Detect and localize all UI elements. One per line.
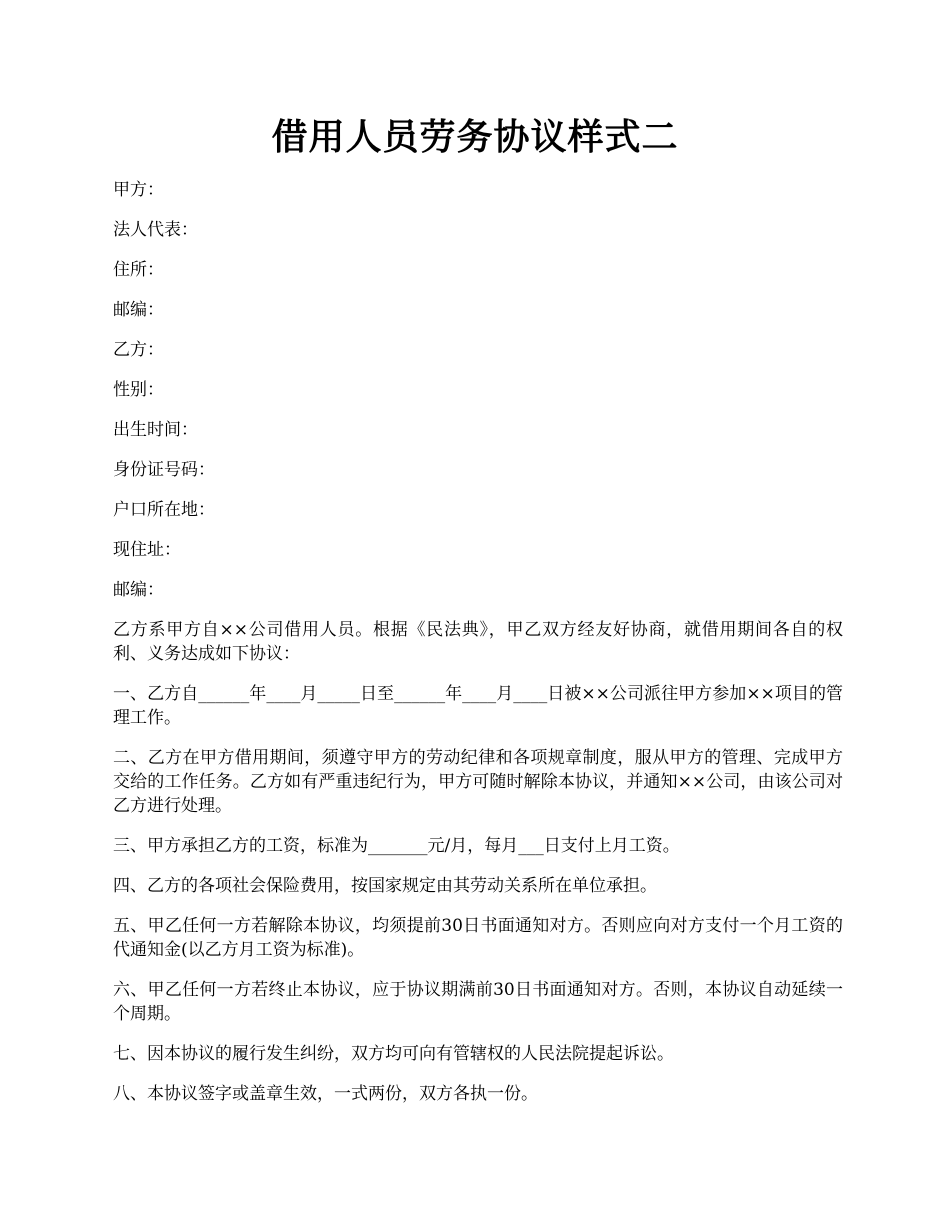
clause-8: 八、本协议签字或盖章生效，一式两份，双方各执一份。 xyxy=(113,1084,538,1104)
document-body xyxy=(113,178,843,1122)
field-postcode-b: 邮编： xyxy=(113,580,164,600)
paragraph-intro: 乙方系甲方自××公司借用人员。根据《民法典》，甲乙双方经友好协商，就借用期间各自的权利、义务达成如下协议： xyxy=(113,620,843,664)
field-id-number: 身份证号码： xyxy=(113,460,215,480)
field-residence: 住所： xyxy=(113,260,164,280)
field-party-b: 乙方： xyxy=(113,340,164,360)
clause-5: 五、甲乙任何一方若解除本协议，均须提前30日书面通知对方。否则应向对方支付一个月工资的代通知金(以乙方月工资为标准)。 xyxy=(113,916,843,960)
clause-4: 四、乙方的各项社会保险费用，按国家规定由其劳动关系所在单位承担。 xyxy=(113,876,657,896)
clause-6: 六、甲乙任何一方若终止本协议，应于协议期满前30日书面通知对方。否则，本协议自动延续一个周期。 xyxy=(113,980,843,1024)
document-title: 借用人员劳务协议样式二 xyxy=(271,116,679,158)
field-birth-time: 出生时间： xyxy=(113,420,198,440)
field-gender: 性别： xyxy=(113,380,164,400)
clause-7: 七、因本协议的履行发生纠纷，双方均可向有管辖权的人民法院提起诉讼。 xyxy=(113,1044,674,1064)
field-postcode-a: 邮编： xyxy=(113,300,164,320)
field-current-address: 现住址： xyxy=(113,540,181,560)
clause-2: 二、乙方在甲方借用期间，须遵守甲方的劳动纪律和各项规章制度，服从甲方的管理、完成甲方交给的工作任务。乙方如有严重违纪行为，甲方可随时解除本协议，并通知××公司，由该公司对乙方进行处理。 xyxy=(113,748,843,816)
field-party-a: 甲方： xyxy=(113,180,164,200)
clause-1: 一、乙方自______年____月_____日至______年____月____日被××公司派往甲方参加××项目的管理工作。 xyxy=(113,684,843,728)
field-legal-representative: 法人代表： xyxy=(113,220,198,240)
clause-3: 三、甲方承担乙方的工资，标准为_______元/月，每月___日支付上月工资。 xyxy=(113,836,680,856)
field-household-location: 户口所在地： xyxy=(113,500,215,520)
